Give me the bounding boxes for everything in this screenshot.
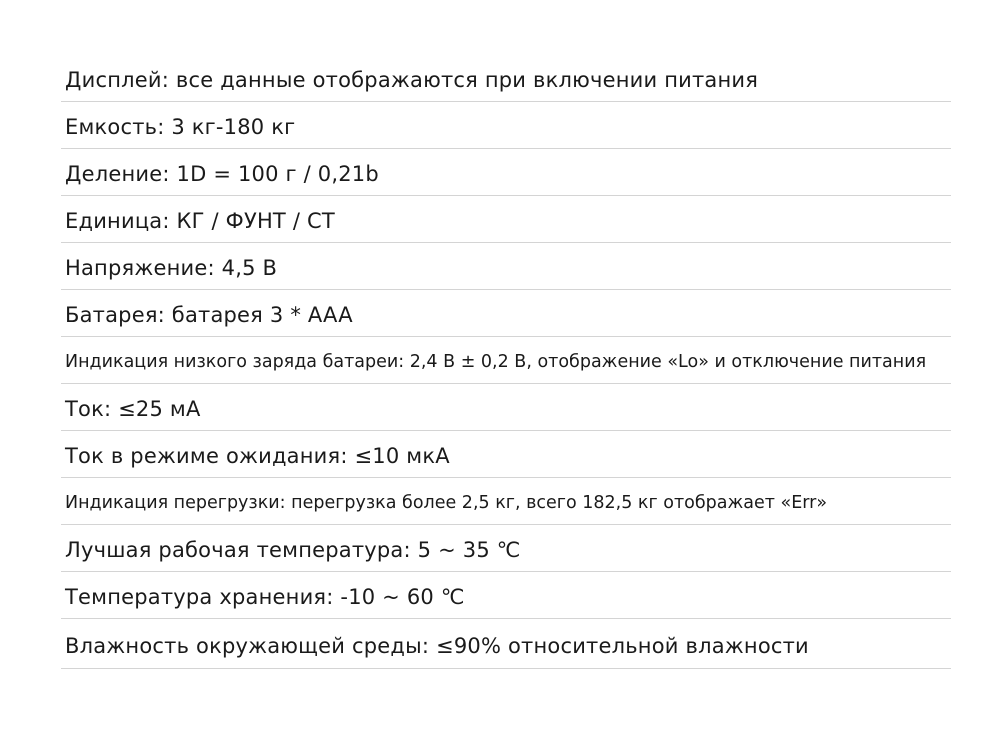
- spec-row-unit: [61, 196, 951, 243]
- spec-text: Единица: КГ / ФУНТ / СТ: [65, 209, 335, 233]
- spec-row-storage-temperature: [61, 572, 951, 619]
- spec-row-display: [61, 55, 951, 102]
- spec-row-voltage: [61, 243, 951, 290]
- spec-text: Батарея: батарея 3 * AAA: [65, 303, 353, 327]
- spec-text: Индикация низкого заряда батареи: 2,4 В ± 0,2 В, отображение «Lo» и отключение питания: [65, 352, 927, 372]
- spec-text: Дисплей: все данные отображаются при включении питания: [65, 68, 759, 92]
- spec-row-battery: [61, 290, 951, 337]
- spec-row-operating-temperature: [61, 525, 951, 572]
- spec-row-standby-current: [61, 431, 951, 478]
- spec-text: Емкость: 3 кг-180 кг: [65, 115, 296, 139]
- spec-text: Ток в режиме ожидания: ≤10 мкА: [65, 444, 450, 468]
- spec-row-low-battery: [61, 337, 951, 384]
- spec-text: Влажность окружающей среды: ≤90% относительной влажности: [65, 633, 809, 658]
- spec-text: Температура хранения: -10 ~ 60 ℃: [65, 585, 465, 609]
- spec-text: Индикация перегрузки: перегрузка более 2,5 кг, всего 182,5 кг отображает «Err»: [65, 493, 828, 513]
- spec-text: Напряжение: 4,5 В: [65, 256, 278, 280]
- spec-text: Деление: 1D = 100 г / 0,21b: [65, 162, 379, 186]
- spec-text: Ток: ≤25 мА: [65, 397, 201, 421]
- spec-row-humidity: [61, 619, 951, 669]
- spec-row-overload: [61, 478, 951, 525]
- spec-list: [61, 55, 951, 669]
- spec-row-capacity: [61, 102, 951, 149]
- spec-row-current: [61, 384, 951, 431]
- spec-text: Лучшая рабочая температура: 5 ~ 35 ℃: [65, 538, 521, 562]
- spec-row-division: [61, 149, 951, 196]
